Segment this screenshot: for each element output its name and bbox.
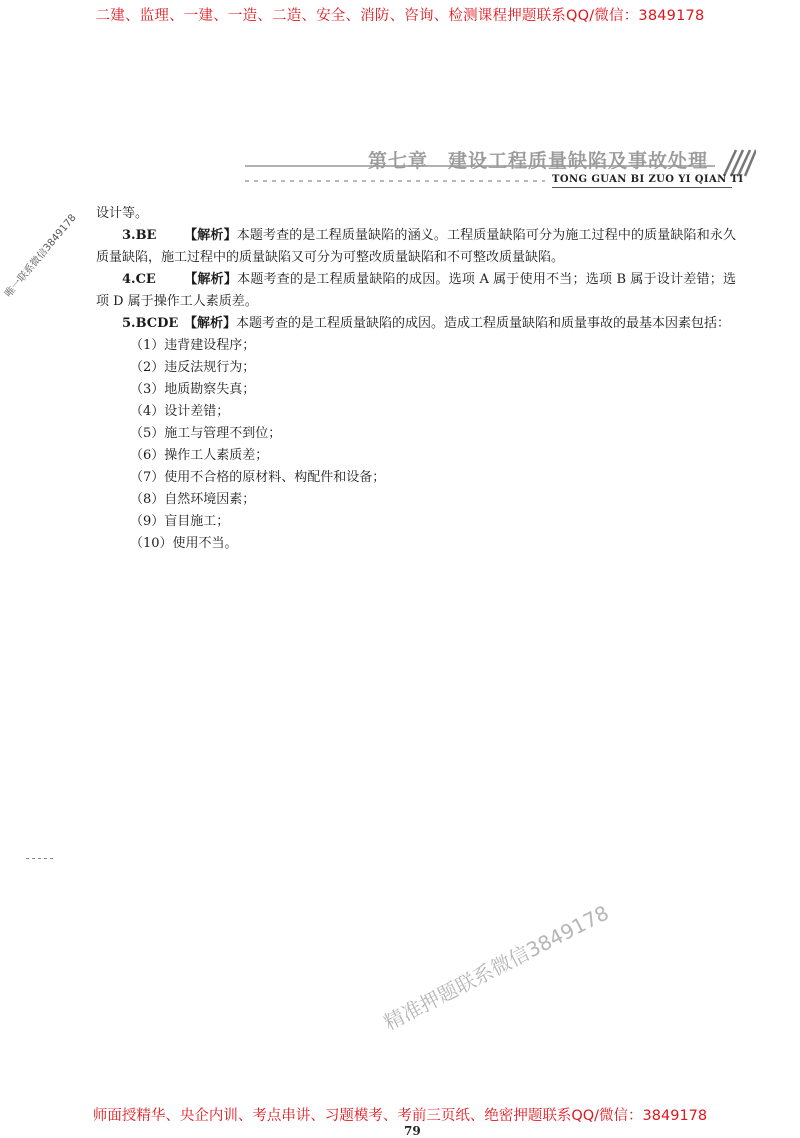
intro-line: 设计等。 [96,206,149,221]
scan-mark [26,858,54,859]
list-item: （2）违反法规行为； [130,360,256,375]
header-subtitle-rule [552,187,732,188]
answer-text: 本题考查的是工程质量缺陷的成因。选项 A 属于使用不当；选项 B 属于设计差错；选项 D 属于操作工人素质差。 [96,272,736,309]
list-item: （7）使用不合格的原材料、构配件和设备； [130,470,386,485]
center-watermark: 精准押题联系微信3849178 [379,900,613,1035]
page-number: 79 [404,1124,421,1138]
answer-5 [96,313,736,335]
factor-list [96,335,736,555]
answer-4 [96,269,736,313]
list-item: （5）施工与管理不到位； [130,426,282,441]
list-item: （3）地质勘察失真； [130,382,256,397]
answer-number: 5.BCDE [122,316,179,331]
list-item: （4）设计差错； [130,404,230,419]
analysis-tag: 【解析】 [184,228,237,243]
answer-text: 本题考查的是工程质量缺陷的涵义。工程质量缺陷可分为施工过程中的质量缺陷和永久质量缺陷，施工过程中的质量缺陷又可分为可整改质量缺陷和不可整改质量缺陷。 [96,228,736,265]
bottom-ad-banner: 师面授精华、央企内训、考点串讲、习题模考、考前三页纸、绝密押题联系QQ/微信：3849178 [92,1108,708,1124]
list-item: （6）操作工人素质差； [130,448,269,463]
header-dot-rule [245,180,545,182]
answer-number: 4.CE [122,272,156,287]
top-ad-banner: 二建、监理、一建、一造、二造、安全、消防、咨询、检测课程押题联系QQ/微信：3849178 [95,8,705,24]
page-body [96,203,736,555]
side-watermark: 唯一联系微信3849178 [3,212,79,300]
chapter-title: 第七章 建设工程质量缺陷及事故处理 [368,150,709,172]
list-item: （10）使用不当。 [130,536,238,551]
chapter-subtitle: TONG GUAN BI ZUO YI QIAN TI [552,174,744,185]
answer-number: 3.BE [122,228,157,243]
analysis-tag: 【解析】 [184,272,238,287]
list-item: （8）自然环境因素； [130,492,256,507]
answer-3 [96,225,736,269]
analysis-tag: 【解析】 [184,316,237,331]
list-item: （9）盲目施工； [130,514,230,529]
answer-text: 本题考查的是工程质量缺陷的成因。造成工程质量缺陷和质量事故的最基本因素包括： [236,316,731,331]
list-item: （1）违背建设程序； [130,338,256,353]
